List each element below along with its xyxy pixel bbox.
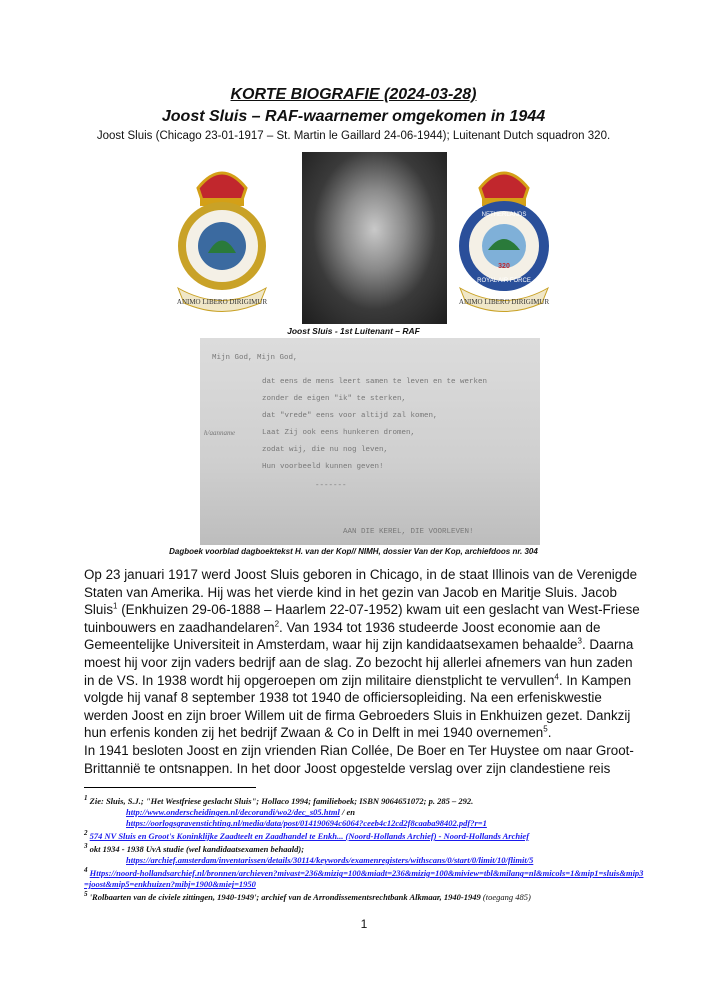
badge-motto: ANIMO LIBERO DIRIGIMUR bbox=[176, 298, 268, 306]
footnote-1 bbox=[84, 796, 644, 829]
footnote-3 bbox=[84, 844, 644, 866]
footnote-text: (toegang 485) bbox=[482, 892, 531, 903]
typed-line: Laat Zij ook eens hunkeren dromen, bbox=[262, 429, 416, 437]
footnote-link[interactable]: 574 NV Sluis en Groot's Koninklijke Zaadteelt en Zaadhandel te Enkh... (Noord-Hollands Archief) - Noord-Hollands Archief bbox=[89, 831, 530, 842]
footnote-text: Zie: Sluis, S.J.; "Het Westfriese geslacht Sluis"; Hollaco 1994; familieboek; ISBN 9064651072; p. 285 – 292. bbox=[89, 796, 474, 807]
footnote-number: 1 bbox=[84, 794, 88, 803]
typed-line: ------- bbox=[315, 482, 347, 490]
typed-line: Hun voorbeeld kunnen geven! bbox=[262, 463, 384, 471]
document-title: KORTE BIOGRAFIE (2024-03-28) bbox=[230, 86, 477, 103]
body-span: (Enkhuizen 29-06-1888 – Haarlem 22-07-1952) kwam uit een geslacht van West-Friese tuinbouwers en zaadhandelaren bbox=[84, 602, 640, 635]
footnote-text: 'Rolbaarten van de civiele zittingen, 1940-1949'; archief van de Arrondissementsrechtbank Alkmaar, 1940-1949 bbox=[89, 892, 481, 903]
footnote-text: okt 1934 - 1938 UvA studie (wel kandidaatsexamen behaald); bbox=[89, 844, 305, 855]
footnote-ref[interactable]: 5 bbox=[543, 724, 548, 734]
typed-line: dat "vrede" eens voor altijd zal komen, bbox=[262, 412, 438, 420]
photo-caption: Joost Sluis - 1st Luitenant – RAF bbox=[287, 326, 420, 336]
badge-top-text: NETHERLANDS bbox=[481, 212, 527, 218]
footnote-number: 3 bbox=[84, 842, 88, 851]
body-span: In 1941 besloten Joost en zijn vrienden Rian Collée, De Boer en Ter Huystee om naar Groot-Brittannië te ontsnappen. In het door Joost opgestelde verslag over zijn clandestiene reis bbox=[84, 742, 634, 776]
page-number: 1 bbox=[360, 917, 368, 932]
diary-caption: Dagboek voorblad dagboektekst H. van der Kop// NIMH, dossier Van der Kop, archiefdoos nr. 304 bbox=[169, 547, 538, 556]
footnote-text: / en bbox=[339, 807, 355, 818]
footnote-number: 4 bbox=[84, 866, 88, 875]
handwritten-note: h/aanname bbox=[204, 429, 236, 437]
footnote-number: 5 bbox=[84, 890, 88, 899]
body-text bbox=[84, 566, 644, 777]
footnote-ref[interactable]: 3 bbox=[577, 636, 582, 646]
typed-line: zonder de eigen "ik" te sterken, bbox=[262, 395, 407, 403]
body-span: Op 23 januari 1917 werd Joost Sluis geboren in Chicago, in de staat Illinois van de Verenigde Staten van Amerika. Hij was het vierde kind in het gezin van Jacob en Maritje Sluis. Jacob Sluis bbox=[84, 567, 638, 618]
body-span: . In Kampen volgde hij vanaf 8 september 1938 tot 1940 de officiersopleiding. Na een erfeniskwestie werden Joost en zijn broer Willem uit de firma Gebroeders Sluis in Enkhuizen gezet. Dankzij hun erfenis konden zij het bedrijf Zwaan & Co in Delft in mei 1940 overnemen bbox=[84, 672, 632, 741]
footnote-link[interactable]: http://www.onderscheidingen.nl/decorandi/wo2/dec_s05.html bbox=[126, 807, 340, 818]
badge-motto: ANIMO LIBERO DIRIGIMUR bbox=[458, 298, 550, 306]
body-span: . Van 1934 tot 1936 studeerde Joost economie aan de Gemeentelijke Universiteit in Amsterdam, waar hij zijn kandidaatsexamen behaalde bbox=[84, 619, 601, 653]
portrait-photo bbox=[302, 152, 447, 324]
typed-line: Mijn God, Mijn God, bbox=[212, 354, 298, 362]
squadron-badge-left bbox=[168, 158, 276, 318]
footnote-ref[interactable]: 4 bbox=[554, 672, 559, 682]
diary-page-image bbox=[200, 338, 540, 545]
typed-line: dat eens de mens leert samen te leven en te werken bbox=[262, 378, 488, 386]
footnote-ref[interactable]: 1 bbox=[113, 601, 118, 611]
body-span: . bbox=[547, 725, 552, 741]
badge-bottom-text: ROYAL AIR FORCE bbox=[477, 278, 531, 284]
footnote-link[interactable]: https://oorlogsgravenstichting.nl/media/data/post/014190694c6064?ceeb4c12cd2f8caaba98402.pdf?r=1 bbox=[126, 818, 487, 829]
body-span: . Daarna moest hij voor zijn vaders bedrijf aan de slag. Zo bezocht hij allerlei afnemers van hun zaden in de VS. In 1938 wordt hij opgeroepen om zijn militaire dienstplicht te vervullen bbox=[84, 637, 634, 688]
footnote-ref[interactable]: 2 bbox=[274, 619, 280, 629]
footnote-separator bbox=[84, 787, 256, 788]
typed-line: zodat wij, die nu nog leven, bbox=[262, 446, 389, 454]
footnote-4 bbox=[84, 868, 644, 890]
footnote-2 bbox=[84, 831, 644, 842]
badge-number: 320 bbox=[498, 263, 510, 270]
footnote-link[interactable]: https://archief.amsterdam/inventarissen/details/30114/keywords/examenregisters/withscans/0/start/0/limit/10/flimit/5 bbox=[126, 855, 534, 866]
squadron-badge-right bbox=[450, 158, 558, 318]
typed-line: AAN DIE KEREL, DIE VOORLEVEN! bbox=[343, 528, 474, 536]
footnote-5 bbox=[84, 892, 644, 903]
footnote-number: 2 bbox=[84, 829, 88, 838]
intro-line: Joost Sluis (Chicago 23-01-1917 – St. Martin le Gaillard 24-06-1944); Luitenant Dutch squadron 320. bbox=[96, 130, 611, 142]
footnote-link[interactable]: Https://noord-hollandsarchief.nl/bronnen/archieven?mivast=236&mizig=100&miadt=236&mizig=100&miview=tbl&milang=nl&micols=1&mip1=sluis&mip3=joost&mip5=enkhuizen?mibj=1900&miej=1950 bbox=[84, 868, 644, 890]
lower-content bbox=[84, 566, 644, 931]
document-subtitle: Joost Sluis – RAF-waarnemer omgekomen in 1944 bbox=[161, 108, 546, 125]
